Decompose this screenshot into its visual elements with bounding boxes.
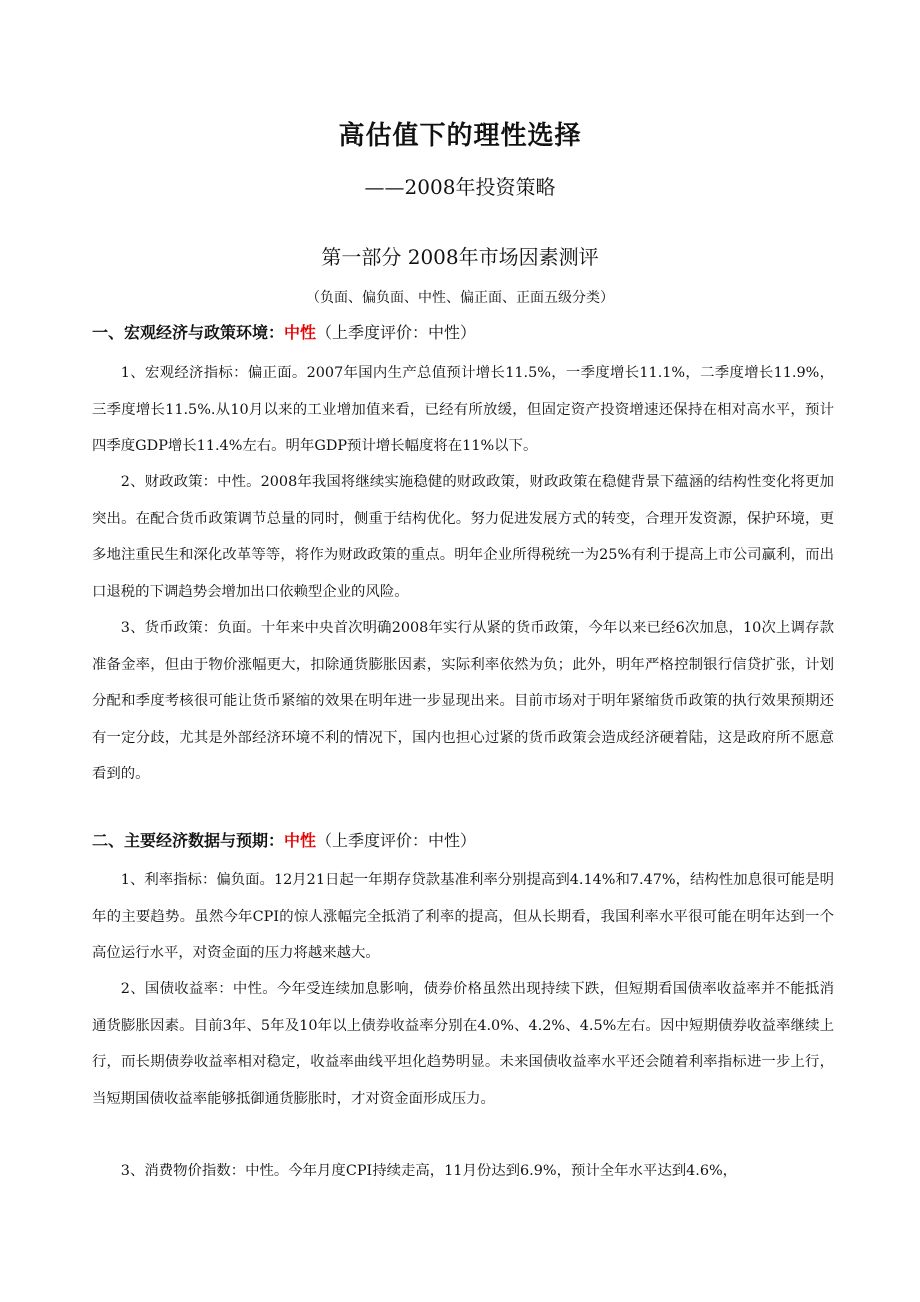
paragraph-treasury-yield: 2、国债收益率：中性。今年受连续加息影响，债券价格虽然出现持续下跌，但短期看国债率收益率并不能抵消通货膨胀因素。目前3年、5年及10年以上债券收益率分别在4.0%、4.2%、4.5%左右。因中短期债券收益率继续上行，而长期债券收益率相对稳定，收益率曲线平坦化趋势明显。未来国债收益率水平还会随着利率指标进一步上行，当短期国债收益率能够抵御通货膨胀时，才对资金面形成压力。 — [92, 981, 834, 1107]
section-rating: 中性 — [284, 831, 317, 850]
document-title: 高估值下的理性选择 — [338, 121, 582, 151]
document-subtitle: ——2008年投资策略 — [364, 175, 556, 199]
paragraph-cpi: 3、消费物价指数：中性。今年月度CPI持续走高，11月份达到6.9%，预计全年水平达到4.6%， — [120, 1163, 738, 1179]
section-previous-rating: （上季度评价：中性） — [316, 831, 477, 850]
section-rating: 中性 — [284, 323, 317, 342]
paragraph-macro-indicators: 1、宏观经济指标：偏正面。2007年国内生产总值预计增长11.5%，一季度增长11.1%，二季度增长11.9%，三季度增长11.5%.从10月以来的工业增加值来看，已经有所放缓，但固定资产投资增速还保持在相对高水平，预计四季度GDP增长11.4%左右。明年GDP预计增长幅度将在11%以下。 — [92, 365, 834, 454]
paragraph-interest-rate: 1、利率指标：偏负面。12月21日起一年期存贷款基准利率分别提高到4.14%和7.47%，结构性加息很可能是明年的主要趋势。虽然今年CPI的惊人涨幅完全抵消了利率的提高，但从长期看，我国利率水平很可能在明年达到一个高位运行水平，对资金面的压力将越来越大。 — [92, 872, 834, 961]
section-previous-rating: （上季度评价：中性） — [316, 323, 477, 342]
scale-note: （负面、偏负面、中性、偏正面、正面五级分类） — [306, 290, 614, 306]
section-heading-text: 二、主要经济数据与预期： — [92, 831, 285, 850]
section-heading-macro — [92, 320, 832, 346]
section-heading-text: 一、宏观经济与政策环境： — [92, 323, 285, 342]
paragraph-monetary-policy: 3、货币政策：负面。十年来中央首次明确2008年实行从紧的货币政策，今年以来已经6次加息，10次上调存款准备金率，但由于物价涨幅更大，扣除通货膨胀因素，实际利率依然为负；此外，明年严格控制银行信贷扩张，计划分配和季度考核很可能让货币紧缩的效果在明年进一步显现出来。目前市场对于明年紧缩货币政策的执行效果预期还有一定分歧，尤其是外部经济环境不利的情况下，国内也担心过紧的货币政策会造成经济硬着陆，这是政府所不愿意看到的。 — [92, 620, 834, 782]
paragraph-fiscal-policy: 2、财政政策：中性。2008年我国将继续实施稳健的财政政策，财政政策在稳健背景下蕴涵的结构性变化将更加突出。在配合货币政策调节总量的同时，侧重于结构优化。努力促进发展方式的转变，合理开发资源，保护环境，更多地注重民生和深化改革等等，将作为财政政策的重点。明年企业所得税统一为25%有利于提高上市公司赢利，而出口退税的下调趋势会增加出口依赖型企业的风险。 — [92, 474, 834, 600]
part-title: 第一部分 2008年市场因素测评 — [321, 245, 599, 269]
section-heading-economic-data — [92, 828, 832, 854]
